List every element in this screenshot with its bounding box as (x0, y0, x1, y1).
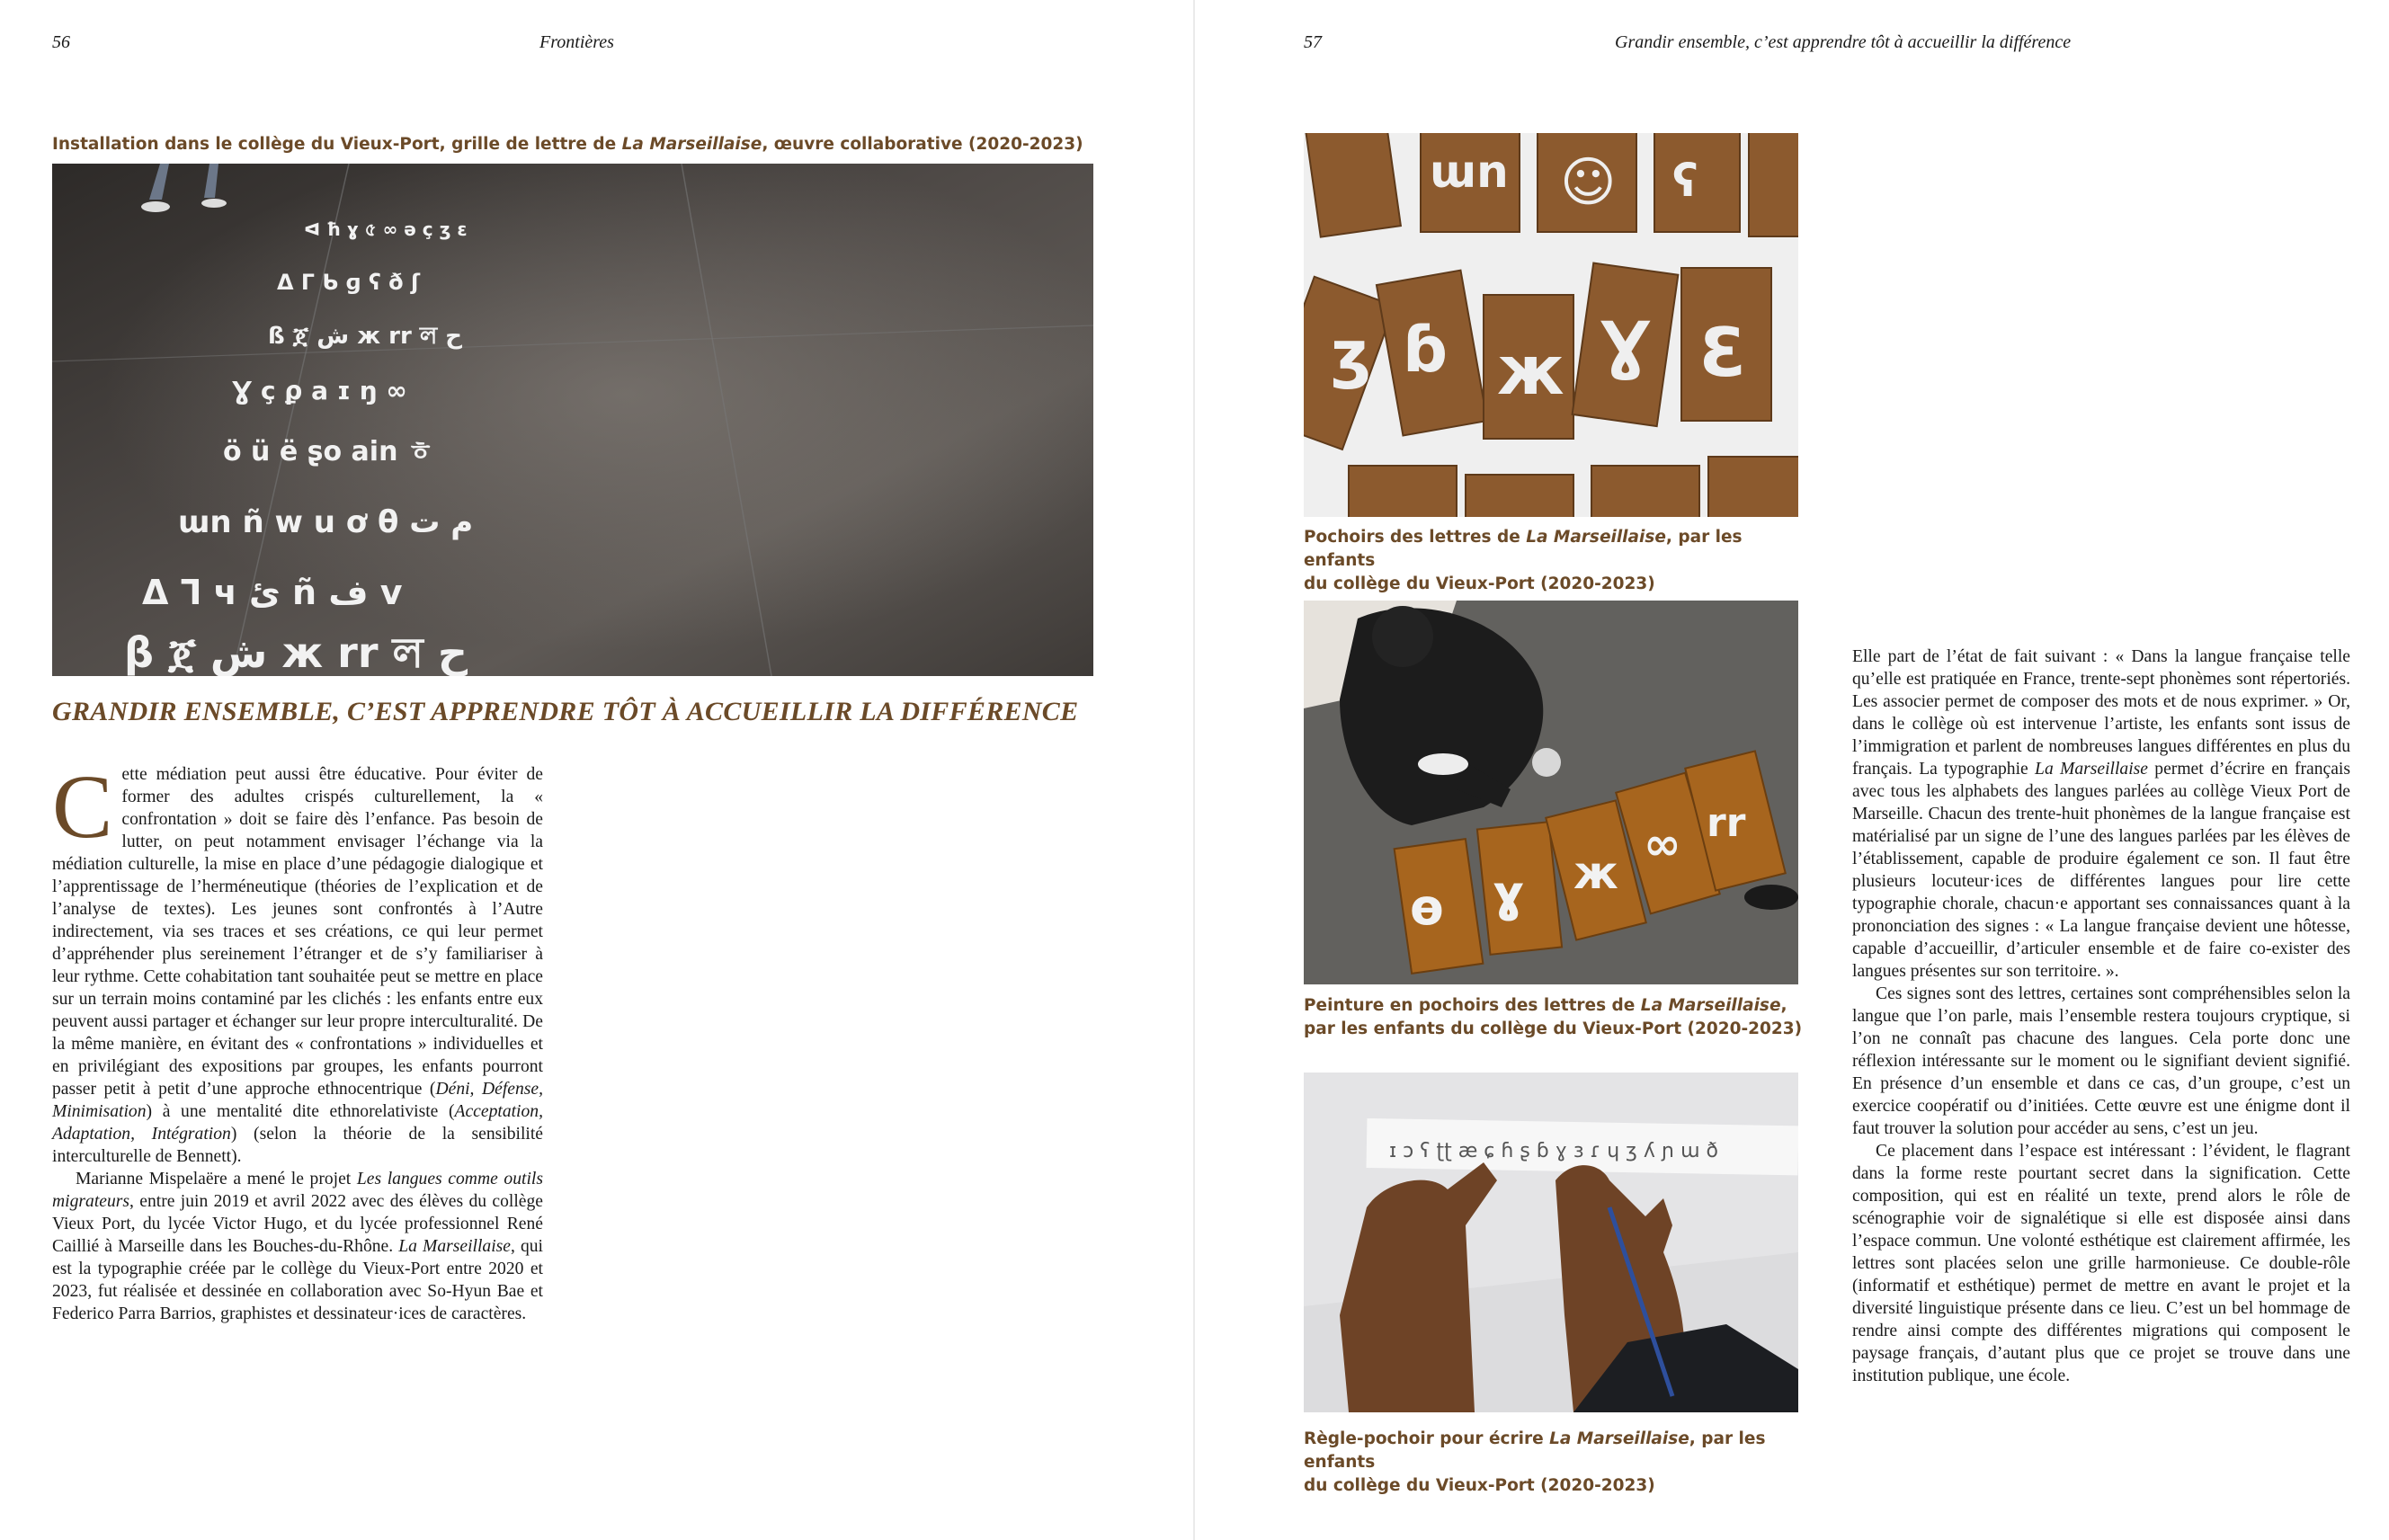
svg-text:ж: ж (1497, 331, 1564, 410)
svg-text:ᐃ ᒣ ч ئ ñ ف v: ᐃ ᒣ ч ئ ñ ف v (142, 573, 403, 612)
svg-text:Ɛ: Ɛ (1699, 313, 1747, 392)
svg-text:∞: ∞ (1644, 818, 1681, 870)
drop-cap: C (52, 756, 113, 857)
svg-text:☺: ☺ (1560, 151, 1617, 214)
right-paragraph-3: Ce placement dans l’espace est intéressant : l’évident, le flagrant dans la forme reste pourtant secret dans la signification. Cette composition, qui est en réalité un texte, prend alors le rôle de scénographie voir de signalétique si elle est disposée ainsi dans l’espace commun. Une volonté esthétique est clairement affirmée, les lettres sont placées selon une grille harmonieuse. Ce double-rôle (informatif et esthétique) permet de mettre en avant le projet et la diversité linguistique présente dans ce lieu. C’est un bel hommage de rendre ainsi compte des différentes migrations qui composent le paysage français, d’autant plus que ce projet se trouve dans une institution publique, une école. (1852, 1142, 2350, 1385)
svg-text:ɯn ñ w u ơ θ م ت: ɯn ñ w u ơ θ م ت (178, 504, 474, 540)
svg-text:ɯn: ɯn (1430, 146, 1509, 198)
running-head-left: Frontières (539, 32, 614, 52)
child-painting-photo (1304, 601, 1798, 984)
installation-floor-photo (52, 164, 1093, 676)
svg-text:ɓ: ɓ (1403, 313, 1449, 387)
left-paragraph-1: Cette médiation peut aussi être éducative. Pour éviter de former des adultes crispés culturellement, la « confrontation » doit se faire dès l’enfance. Pas besoin de lutter, on peut notamment envisager l’échange via la médiation culturelle, la mise en place d’une pédagogie dialogique et l’apprentissage de l’herméneutique (théories de l’explication et de l’analyse de textes). Les jeunes sont confrontés à l’Autre indirectement, via ses traces et ses créations, ce qui leur permet d’appréhender plus sereinement l’étranger et de s’y familiariser à leur rythme. Cette cohabitation tant souhaitée peut se mettre en place sur un terrain moins contaminé par les clichés : les enfants entre eux peuvent aussi partager et échanger sur leur propre interculturalité. De la même manière, en évitant des « confrontations » individuelles et en privilégiant des expositions par groupes, les enfants pourront passer petit à petit d’une approche ethnocentrique (Déni, Défense, Minimisation) à une mentalité dite ethnorelativiste (Acceptation, Adaptation, Intégration) (selon la théorie de la sensibilité interculturelle de Bennett). (52, 756, 544, 1166)
stencils-caption: Pochoirs des lettres de La Marseillaise, par les enfants du collège du Vieux-Port (2020-2023) (1304, 528, 1743, 593)
left-page (0, 0, 1194, 1540)
right-body-text (1852, 645, 2350, 1387)
left-body-text (52, 756, 544, 1325)
svg-text:ж: ж (1573, 847, 1618, 899)
stencil-ruler-photo (1304, 1073, 1798, 1412)
running-head-right: Grandir ensemble, c’est apprendre tôt à accueillir la différence (1615, 32, 2072, 52)
svg-text:ʒ: ʒ (1331, 317, 1371, 391)
svg-text:ß ጀ ش ж rr ল ح: ß ጀ ش ж rr ল ح (268, 323, 463, 350)
section-heading: GRANDIR ENSEMBLE, C’EST APPRENDRE TÔT À ACCUEILLIR LA DIFFÉRENCE (52, 697, 1079, 726)
svg-text:ɵ: ɵ (1410, 878, 1444, 936)
page-number-left: 56 (52, 32, 70, 52)
page-number-right: 57 (1304, 32, 1322, 52)
ruler-caption: Règle-pochoir pour écrire La Marseillaise, par les enfants du collège du Vieux-Port (2020-2023) (1304, 1429, 1766, 1495)
svg-text:β ጀ ش ж rr ল ح: β ጀ ش ж rr ল ح (124, 628, 468, 676)
stencils-wall-photo (1304, 133, 1798, 517)
svg-text:ᐊ ħ ɣ ৫ ∞ ǝ ç ʒ ɛ: ᐊ ħ ɣ ৫ ∞ ǝ ç ʒ ɛ (304, 218, 468, 240)
svg-text:ɣ: ɣ (1493, 865, 1525, 922)
painting-caption: Peinture en pochoirs des lettres de La Marseillaise, par les enfants du collège du Vieux-Port (2020-2023) (1304, 996, 1803, 1038)
svg-text:ʕ: ʕ (1672, 155, 1698, 207)
svg-text:Ɣ ç ϼ a ɪ ŋ ∞: Ɣ ç ϼ a ɪ ŋ ∞ (232, 376, 407, 405)
installation-photo-caption: Installation dans le collège du Vieux-Port, grille de lettre de La Marseillaise, œuvre collaborative (2020-2023) (52, 135, 1083, 154)
svg-text:ɪ ɔ ʕ ʈʈ æ ɕ ɦ ʂ ɓ ɣ ɜ ɾ ɥ ʒ ʎ: ɪ ɔ ʕ ʈʈ æ ɕ ɦ ʂ ɓ ɣ ɜ ɾ ɥ ʒ ʎ ɲ ɯ ð (1389, 1140, 1718, 1162)
right-paragraph-1: Elle part de l’état de fait suivant : « Dans la langue française telle qu’elle est pratiquée en France, trente-sept phonèmes sont répertoriés. Les associer permet de composer des mots et de nous exprimer. » Or, dans le collège où est intervenue l’artiste, les enfants sont issus de l’immigration et parlent de nombreuses langues différentes en plus du français. La typographie La Marseillaise permet d’écrire en français avec tous les alphabets des langues parlées au collège Vieux Port de Marseille. Chacun des trente-huit phonèmes de la langue française est matérialisé par un signe de l’une des langues parlées par les élèves de l’établissement, capable de produire également ce son. Il faut être plusieurs locuteur·ices de différentes langues pour lire cette typographie chorale, chacun·e apportant ses connaissances quant à la prononciation des signes : « La langue française devient une hôtesse, capable d’accueillir, d’articuler ensemble et de faire co-exister des langues présentes sur son territoire. ». (1852, 647, 2350, 981)
svg-text:ᐃ ᒥ ᑲ ɡ ʕ ð ʃ: ᐃ ᒥ ᑲ ɡ ʕ ð ʃ (277, 270, 420, 295)
right-page (1194, 0, 2389, 1540)
right-paragraph-2: Ces signes sont des lettres, certaines sont compréhensibles selon la langue que l’on parle, mais l’ensemble restera toujours cryptique, si l’on ne connaît pas chacune des langues. Cela porte donc une réflexion intéressante sur le moment ou le signifiant devient signifié. En présence d’un ensemble et dans ce cas, d’un groupe, c’est un exercice coopératif ou d’initiées. Cette œuvre est une énigme dont il faut trouver la solution pour accéder au sens, c’est un jeu. (1852, 984, 2350, 1138)
svg-text:Ɣ: Ɣ (1600, 308, 1651, 382)
svg-text:rr: rr (1707, 800, 1746, 846)
left-paragraph-2: Marianne Mispelaëre a mené le projet Les langues comme outils migrateurs, entre juin 2019 et avril 2022 avec des élèves du collège Vieux Port, du lycée Victor Hugo, et du lycée professionnel René Caillié à Marseille dans les Bouches-du-Rhône. La Marseillaise, qui est la typographie créée par le collège du Vieux-Port entre 2020 et 2023, fut réalisée et dessinée en collaboration avec So-Hyun Bae et Federico Parra Barrios, graphistes et dessinateur·ices de caractères. (52, 1170, 543, 1323)
svg-text:ö ü ë ʂo ain ㅎ: ö ü ë ʂo ain ㅎ (223, 436, 433, 467)
